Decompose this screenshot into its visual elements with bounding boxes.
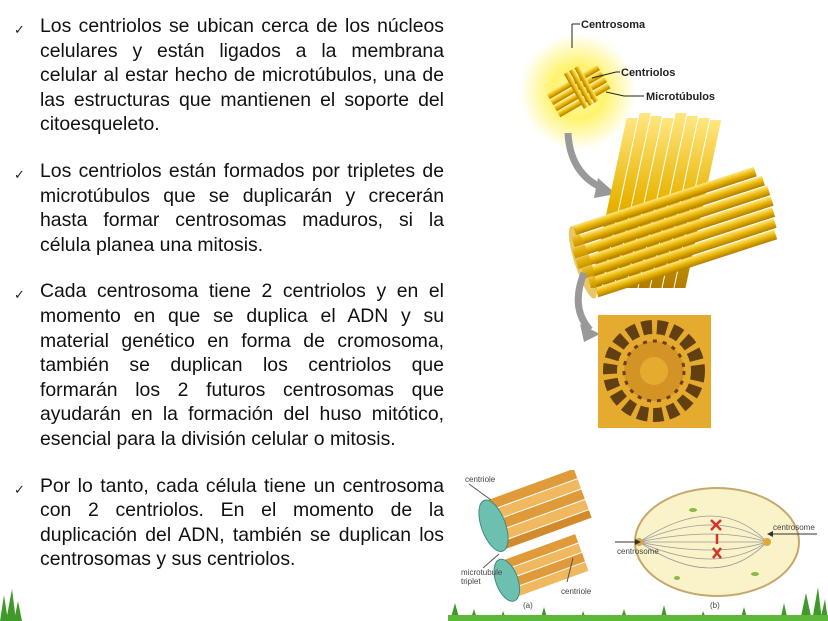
centrosome-right <box>763 538 771 546</box>
bullet-text: Por lo tanto, cada célula tiene un centrosoma con 2 centriolos. En el momento de la duplicación del ADN, también se duplican los centrosomas y sus centriolos. <box>40 474 444 571</box>
checkmark-icon: ✓ <box>14 287 25 303</box>
bullet-item <box>14 279 444 451</box>
bullet-text: Los centriolos están formados por tripletes de microtúbulos que se duplicarán y crecerán hasta formar centrosomas maduros, si la célula planea una mitosis. <box>40 159 444 256</box>
label-centrosome-right: centrosome <box>773 523 815 532</box>
label-microtubulos: Microtúbulos <box>646 91 716 103</box>
label-microtubule: microtubule <box>461 568 503 577</box>
centriole-diagram <box>455 470 820 620</box>
checkmark-icon: ✓ <box>14 22 25 37</box>
label-centrosoma: Centrosoma <box>581 19 646 31</box>
bullet-list <box>14 14 444 594</box>
bullet-text: Cada centrosoma tiene 2 centriolos y en el momento en que se duplica el ADN y su material genético en forma de cromosoma, también se duplican los centriolos que formarán los 2 futuros centrosomas que ayudarán en la formación del huso mitótico, esencial para la división celular o mitosis. <box>40 280 444 450</box>
label-a: (a) <box>523 601 533 610</box>
checkmark-icon: ✓ <box>14 166 25 182</box>
label-centriole-bottom: centriole <box>561 587 592 596</box>
label-b: (b) <box>710 601 720 610</box>
label-centriolos: Centriolos <box>621 67 676 79</box>
bullet-item <box>14 14 444 137</box>
bullet-item <box>14 474 444 572</box>
bullet-item <box>14 159 444 257</box>
label-triplet: triplet <box>461 577 481 586</box>
label-centriole-top: centriole <box>465 475 496 484</box>
label-centrosome-left: centrosome <box>617 547 659 556</box>
checkmark-icon: ✓ <box>14 481 25 497</box>
bullet-text: Los centriolos se ubican cerca de los núcleos celulares y están ligados a la membrana celular al estar hecho de microtúbulos, una de las estructuras que mantienen el soporte del citoesqueleto. <box>40 15 444 136</box>
centrosome-illustration <box>520 8 820 433</box>
